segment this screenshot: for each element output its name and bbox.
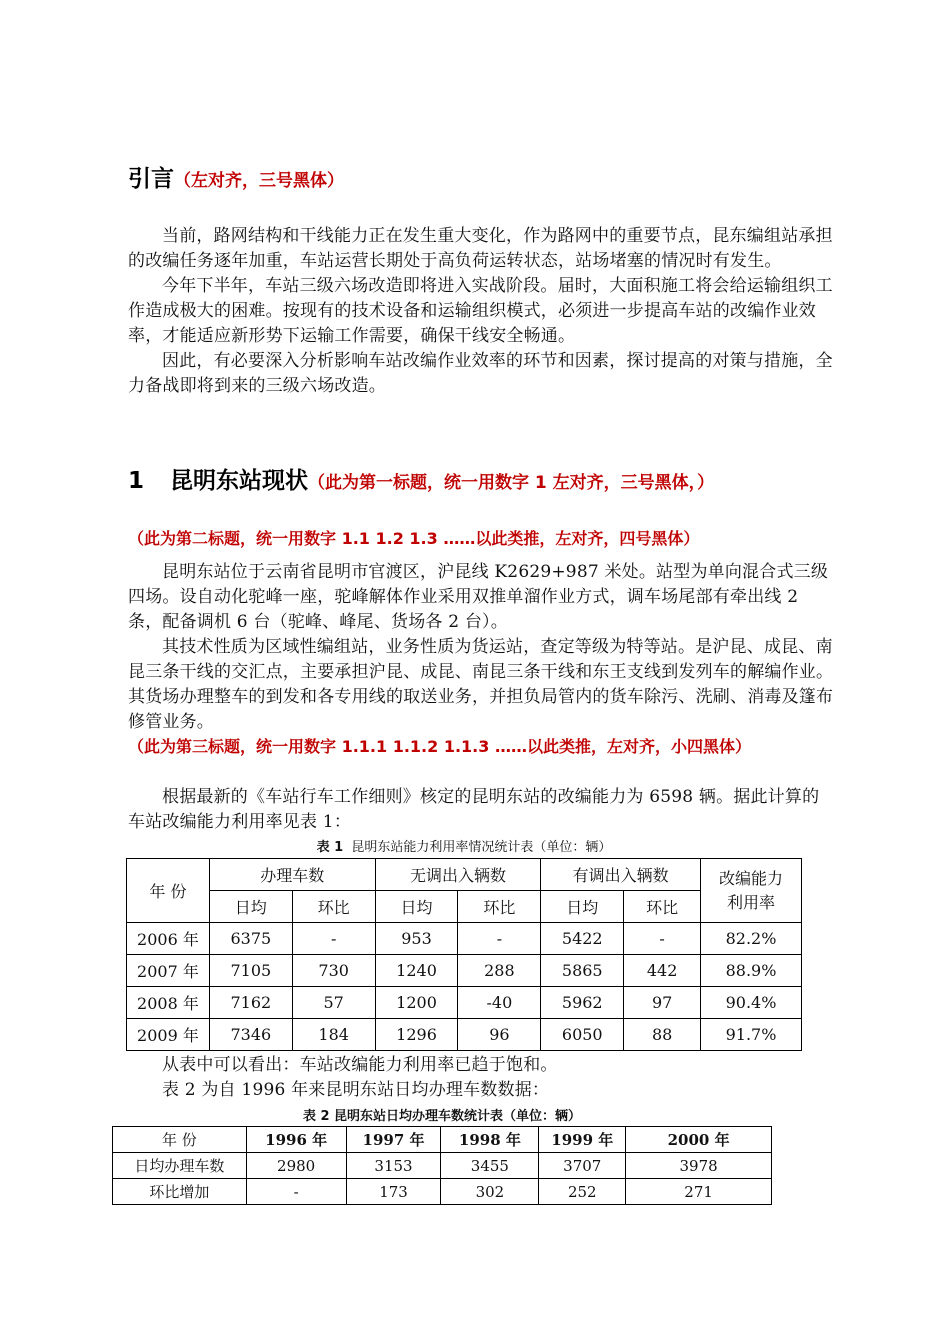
table-cell: - [246,1179,346,1205]
table-cell: 环比增加 [113,1179,247,1205]
table-row [127,955,802,987]
table1-header-row [127,859,802,891]
table-cell: 7162 [209,987,292,1019]
table-cell: 2980 [246,1153,346,1179]
table2-header-cell: 1998 年 [441,1127,539,1153]
table-cell: - [624,923,701,955]
table-cell: 442 [624,955,701,987]
table1-subheader: 日均 [375,891,458,923]
intro-heading-text: 引言 [128,166,174,192]
table-cell: 3707 [539,1153,626,1179]
table2-header-cell: 2000 年 [626,1127,772,1153]
table1-header-year: 年 份 [127,859,210,923]
intro-body [128,224,834,399]
table-cell: 271 [626,1179,772,1205]
intro-paragraph: 因此，有必要深入分析影响车站改编作业效率的环节和因素，探讨提高的对策与措施，全力备战即将到来的三级六场改造。 [128,351,833,396]
table1-intro-paragraph: 根据最新的《车站行车工作细则》核定的昆明东站的改编能力为 6598 辆。据此计算的车站改编能力利用率见表 1： [128,787,820,832]
table-cell: 173 [346,1179,441,1205]
table1-header-group: 办理车数 [209,859,375,891]
table-cell: 5422 [541,923,624,955]
after-table1-paragraph: 表 2 为自 1996 年来昆明东站日均办理车数数据： [162,1080,550,1100]
table1-subheader: 环比 [458,891,541,923]
section1-paragraph: 其技术性质为区域性编组站，业务性质为货运站，查定等级为特等站。是沪昆、成昆、南昆三条干线的交汇点，主要承担沪昆、成昆、南昆三条干线和东王支线到发列车的解编作业。其货场办理整车的到发和各专用线的取送业务，并担负局管内的货车除污、洗刷、消毒及篷布修管业务。 [128,637,834,732]
table2-header-cell: 1999 年 [539,1127,626,1153]
table-cell: 5962 [541,987,624,1019]
table-cell: 82.2% [701,923,802,955]
table-row [113,1179,772,1205]
table2-header-cell: 1996 年 [246,1127,346,1153]
table-cell: 730 [292,955,375,987]
table1-subheader: 日均 [209,891,292,923]
table-cell: 1240 [375,955,458,987]
table-cell: 2009 年 [127,1019,210,1051]
table-cell: 302 [441,1179,539,1205]
section1-heading-text: 昆明东站现状 [170,468,309,494]
table-cell: 2008 年 [127,987,210,1019]
table-cell: 91.7% [701,1019,802,1051]
table-row [127,1019,802,1051]
table-cell: 184 [292,1019,375,1051]
table-cell: 90.4% [701,987,802,1019]
table2-header-cell: 1997 年 [346,1127,441,1153]
table1-intro [128,785,834,835]
table-cell: 3455 [441,1153,539,1179]
table-cell: 3978 [626,1153,772,1179]
section1-number: 1 [128,468,145,494]
table-cell: 6375 [209,923,292,955]
table-cell: 97 [624,987,701,1019]
table-row [127,923,802,955]
table1-subheader: 环比 [292,891,375,923]
table-cell: 57 [292,987,375,1019]
table-row [127,987,802,1019]
table-cell: 1200 [375,987,458,1019]
table-cell: 96 [458,1019,541,1051]
level2-heading-note: （此为第二标题，统一用数字 1.1 1.2 1.3 ……以此类推，左对齐，四号黑体） [128,529,700,548]
table-cell: -40 [458,987,541,1019]
table-cell: 953 [375,923,458,955]
table1-caption-label: 表 1 [316,840,344,855]
table-row [113,1153,772,1179]
level3-heading-note: （此为第三标题，统一用数字 1.1.1 1.1.2 1.1.3 ……以此类推，左对齐，小四黑体） [128,737,751,756]
table2-caption: 表 2 昆明东站日均办理车数统计表（单位：辆） [302,1109,582,1124]
section1-body [128,560,834,735]
table2-header-row [113,1127,772,1153]
table1-subheader-row [127,891,802,923]
table-cell: 288 [458,955,541,987]
table-cell: 252 [539,1179,626,1205]
table-cell: 2006 年 [127,923,210,955]
section1-heading [128,462,714,495]
table1-caption [126,836,802,855]
table-cell: 3153 [346,1153,441,1179]
table1-subheader: 环比 [624,891,701,923]
table-cell: 88 [624,1019,701,1051]
table1-header-group: 无调出入辆数 [375,859,541,891]
table1-header-group: 有调出入辆数 [541,859,701,891]
table2-header-cell: 年 份 [113,1127,247,1153]
table1-header-ratio: 改编能力利用率 [701,859,802,923]
after-table1-paragraph: 从表中可以看出：车站改编能力利用率已趋于饱和。 [162,1055,558,1075]
table-cell: 2007 年 [127,955,210,987]
intro-paragraph: 当前，路网结构和干线能力正在发生重大变化，作为路网中的重要节点，昆东编组站承担的改编任务逐年加重，车站运营长期处于高负荷运转状态，站场堵塞的情况时有发生。 [128,226,833,271]
table-cell: 88.9% [701,955,802,987]
table1-subheader: 日均 [541,891,624,923]
table-cell: - [292,923,375,955]
after-table1 [128,1053,834,1103]
intro-heading-note: （左对齐，三号黑体） [174,171,344,191]
table-cell: 6050 [541,1019,624,1051]
table-cell: - [458,923,541,955]
table-cell: 7105 [209,955,292,987]
table2 [112,1126,772,1205]
table-cell: 日均办理车数 [113,1153,247,1179]
table-cell: 1296 [375,1019,458,1051]
table-cell: 5865 [541,955,624,987]
section1-heading-note: （此为第一标题，统一用数字 1 左对齐，三号黑体，） [308,473,715,493]
section1-paragraph: 昆明东站位于云南省昆明市官渡区，沪昆线 K2629+987 米处。站型为单向混合式三级四场。设自动化驼峰一座，驼峰解体作业采用双推单溜作业方式，调车场尾部有牵出线 2 条，配备调机 6 台（驼峰、峰尾、货场各 2 台）。 [128,562,829,632]
table1-caption-title: 昆明东站能力利用率情况统计表（单位：辆） [351,840,612,855]
table-cell: 7346 [209,1019,292,1051]
intro-paragraph: 今年下半年，车站三级六场改造即将进入实战阶段。届时，大面积施工将会给运输组织工作造成极大的困难。按现有的技术设备和运输组织模式，必须进一步提高车站的改编作业效率，才能适应新形势下运输工作需要，确保干线安全畅通。 [128,276,833,346]
intro-heading [128,160,344,193]
table1 [126,858,802,1051]
